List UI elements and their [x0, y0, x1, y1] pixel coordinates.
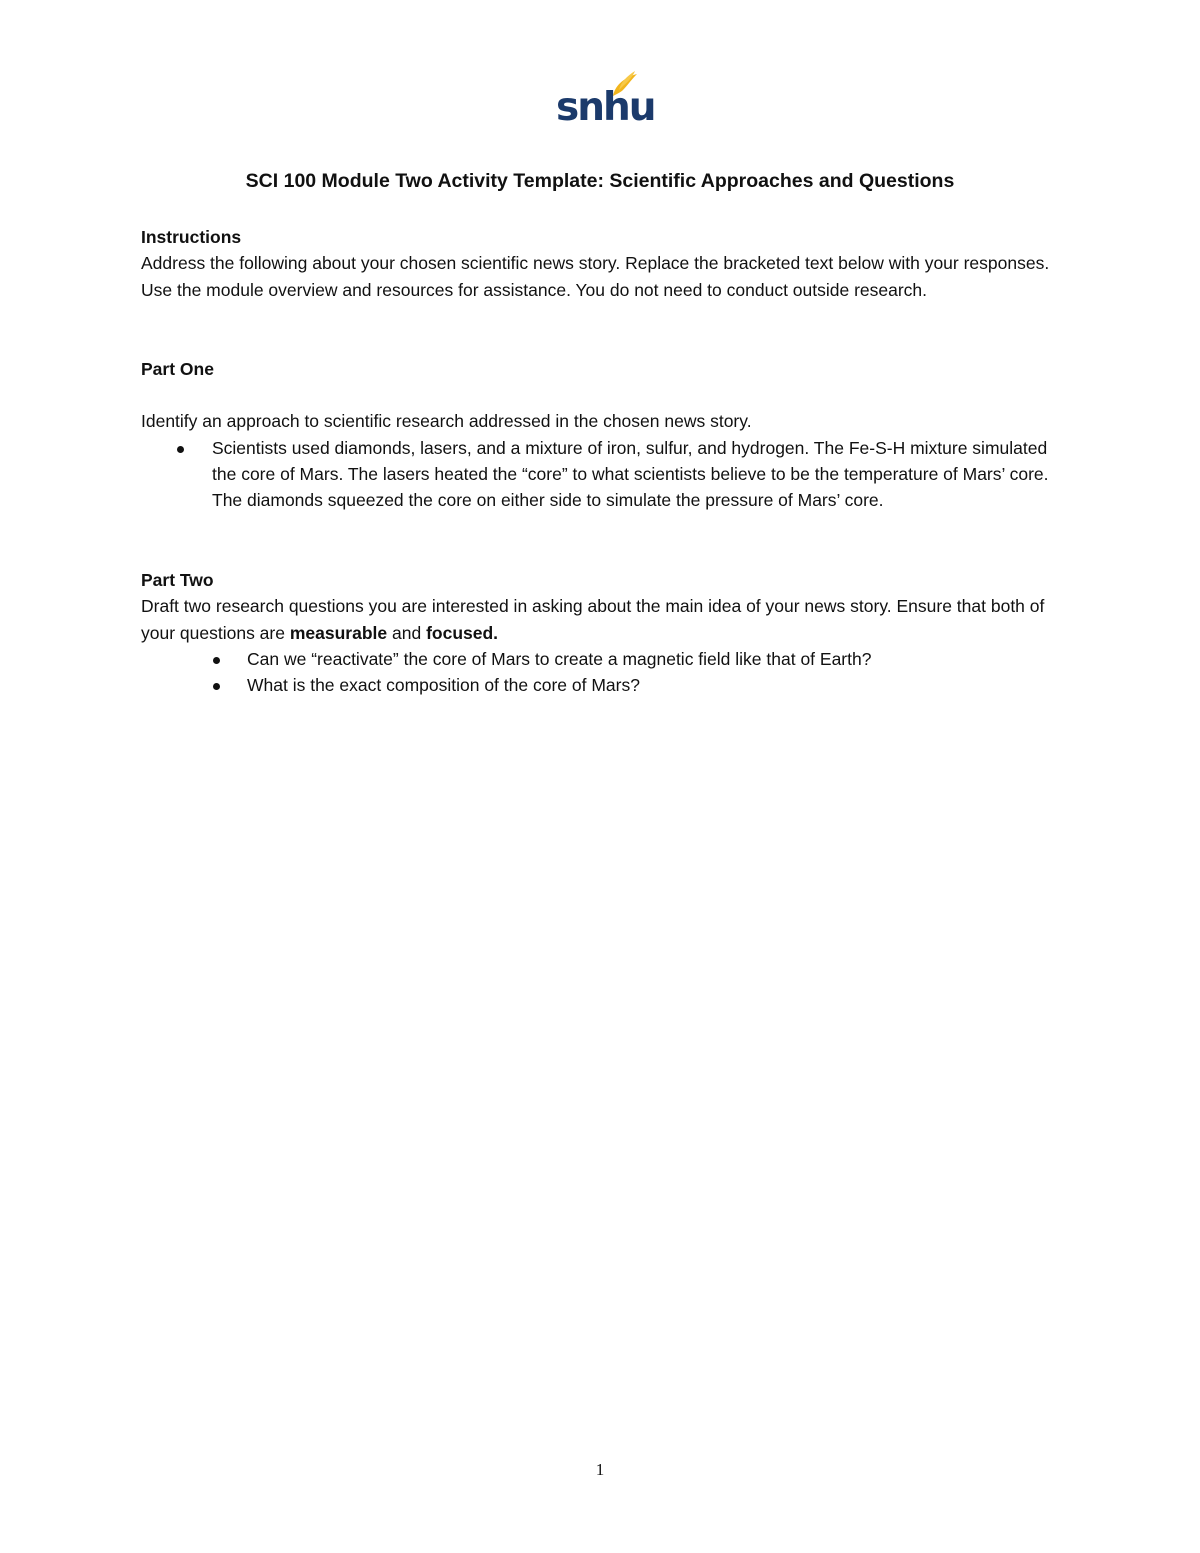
list-item — [141, 646, 1071, 672]
page-number: 1 — [595, 1460, 605, 1479]
part-one-heading: Part One — [141, 359, 214, 379]
part-two-prompt-text: Draft two research questions you are interested in asking about the main idea of your news story. Ensure that both of your questions are — [141, 596, 1045, 643]
part-two-section — [141, 567, 1071, 698]
part-two-prompt — [141, 593, 1071, 646]
research-question-1: Can we “reactivate” the core of Mars to create a magnetic field like that of Earth? — [247, 648, 872, 669]
instructions-body: Address the following about your chosen scientific news story. Replace the bracketed text below with your responses. Use the module overview and resources for assistance. You do not need to conduct outside research. — [141, 253, 1050, 300]
research-question-2: What is the exact composition of the core of Mars? — [247, 675, 640, 696]
document-title: SCI 100 Module Two Activity Template: Scientific Approaches and Questions — [245, 170, 955, 192]
snhu-logo — [553, 70, 655, 136]
list-item — [141, 672, 1071, 698]
bullet-icon — [213, 683, 220, 690]
bullet-icon — [213, 657, 220, 664]
list-item — [141, 435, 1071, 514]
emphasis-measurable: measurable — [289, 622, 388, 643]
instructions-section — [141, 224, 1071, 303]
part-one-answer: Scientists used diamonds, lasers, and a mixture of iron, sulfur, and hydrogen. The Fe-S-H mixture simulated the core of Mars. The lasers heated the “core” to what scientists believe to be the temperature of Mars’ core. The diamonds squeezed the core on either side to simulate the pressure of Mars’ core. — [212, 437, 1049, 511]
part-two-bullet-list — [141, 646, 1071, 699]
bullet-icon — [177, 446, 184, 453]
logo-text: snhu — [556, 85, 655, 130]
part-one-prompt: Identify an approach to scientific research addressed in the chosen news story. — [141, 411, 752, 432]
prompt-connector: and — [387, 622, 427, 643]
part-two-heading: Part Two — [141, 570, 214, 590]
part-one-section — [141, 356, 1071, 513]
part-one-bullet-list — [141, 435, 1071, 514]
emphasis-focused: focused. — [426, 622, 499, 643]
instructions-heading: Instructions — [141, 227, 242, 247]
